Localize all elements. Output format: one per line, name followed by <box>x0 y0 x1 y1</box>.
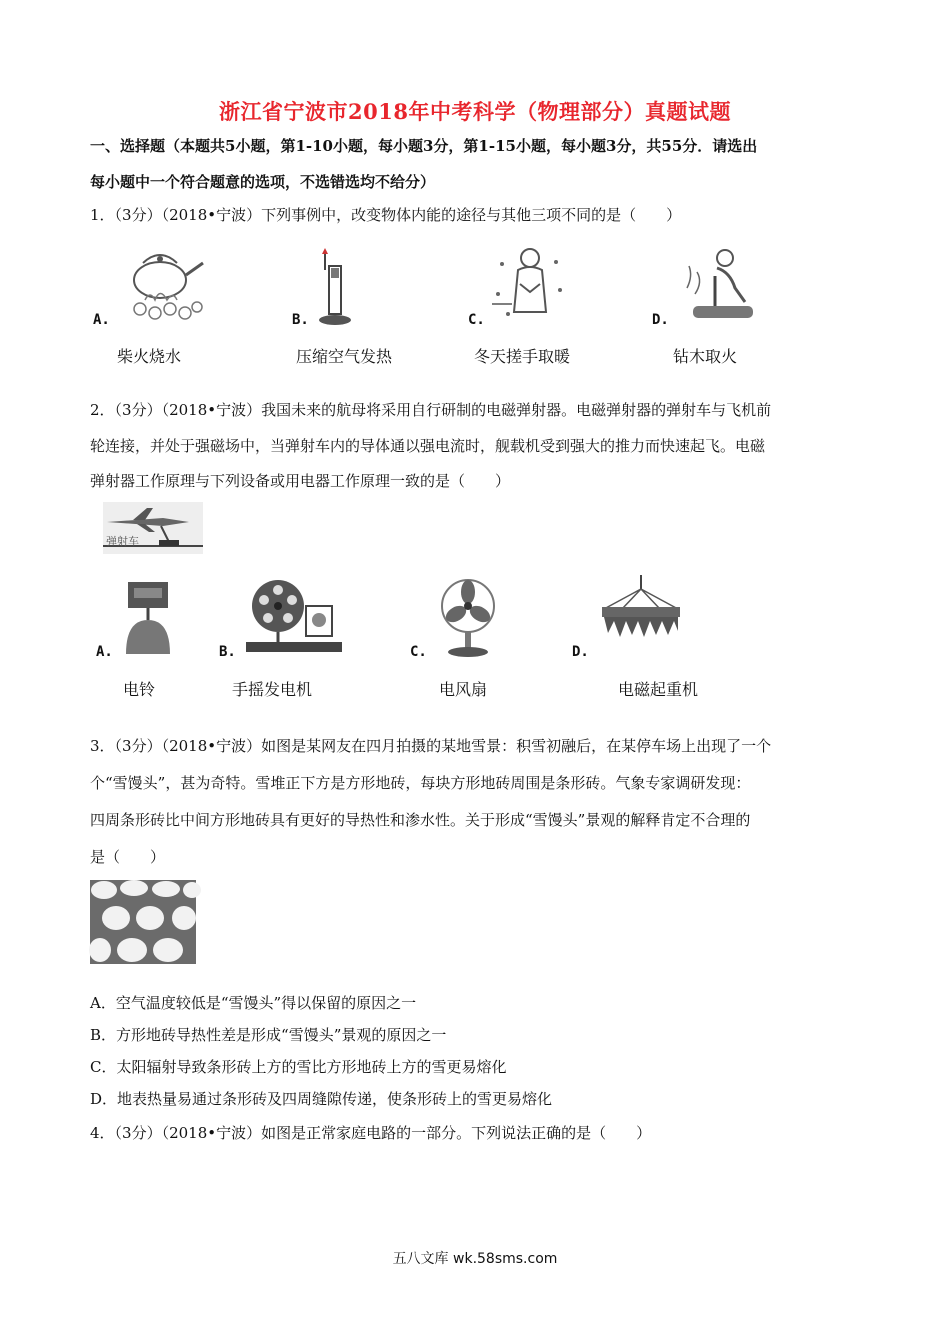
catapult-car-label: 弹射车 <box>106 535 139 548</box>
question-4-stem: 4．（3分）（2018•宁波）如图是正常家庭电路的一部分。下列说法正确的是（ ） <box>90 1124 652 1142</box>
electric-fan-image <box>436 578 500 658</box>
q1-option-d-letter: D. <box>652 312 669 328</box>
section-header-line-2: 每小题中一个符合题意的选项，不选错选均不给分） <box>90 173 436 191</box>
question-3-line-4: 是（ ） <box>90 848 166 866</box>
q3-option-a: A．空气温度较低是“雪馒头”得以保留的原因之一 <box>90 994 417 1012</box>
footer-watermark: 五八文库 wk.58sms.com <box>392 1251 558 1267</box>
electromagnetic-crane-image <box>598 575 684 645</box>
drilling-wood-fire-image <box>675 246 765 326</box>
q2-option-c-caption: 电风扇 <box>439 680 488 699</box>
air-pump-image <box>315 248 355 328</box>
q3-option-c: C．太阳辐射导致条形砖上方的雪比方形地砖上方的雪更易熔化 <box>90 1058 507 1076</box>
page-title: 浙江省宁波市2018年中考科学（物理部分）真题试题 <box>219 99 731 124</box>
hand-crank-generator-image <box>240 576 345 658</box>
q2-option-a-letter: A. <box>96 644 113 660</box>
q2-option-d-caption: 电磁起重机 <box>618 680 699 699</box>
kettle-on-fire-image <box>115 245 215 325</box>
q1-option-c-caption: 冬天搓手取暖 <box>474 347 571 366</box>
q1-option-b-caption: 压缩空气发热 <box>296 347 393 366</box>
question-2-line-2: 轮连接，并处于强磁场中，当弹射车内的导体通以强电流时，舰载机受到强大的推力而快速起飞。电磁 <box>90 437 766 455</box>
q1-option-a-caption: 柴火烧水 <box>117 347 182 366</box>
q2-option-b-letter: B. <box>219 644 236 660</box>
rubbing-hands-image <box>490 244 570 324</box>
section-header-line-1: 一、选择题（本题共5小题，第1-10小题，每小题3分，第1-15小题，每小题3分，共55分．请选出 <box>90 137 758 155</box>
question-3-line-1: 3．（3分）（2018•宁波）如图是某网友在四月拍摄的某地雪景：积雪初融后，在某停车场上出现了一个 <box>90 737 772 755</box>
q3-option-b: B．方形地砖导热性差是形成“雪馒头”景观的原因之一 <box>90 1026 447 1044</box>
q1-option-d-caption: 钻木取火 <box>673 347 738 366</box>
question-2-line-1: 2．（3分）（2018•宁波）我国未来的航母将采用自行研制的电磁弹射器。电磁弹射器的弹射车与飞机前 <box>90 401 772 419</box>
q2-option-c-letter: C. <box>410 644 427 660</box>
question-2-line-3: 弹射器工作原理与下列设备或用电器工作原理一致的是（ ） <box>90 472 511 490</box>
q1-option-a-letter: A. <box>93 312 110 328</box>
q2-option-a-caption: 电铃 <box>123 680 156 699</box>
q3-option-d: D．地表热量易通过条形砖及四周缝隙传递，使条形砖上的雪更易熔化 <box>90 1090 553 1108</box>
q1-option-b-letter: B. <box>292 312 309 328</box>
electric-bell-image <box>120 582 176 656</box>
question-3-line-2: 个“雪馒头”，甚为奇特。雪堆正下方是方形地砖，每块方形地砖周围是条形砖。气象专家调研发现： <box>90 774 751 792</box>
question-3-line-3: 四周条形砖比中间方形地砖具有更好的导热性和渗水性。关于形成“雪馒头”景观的解释肯定不合理的 <box>90 811 751 829</box>
snow-mounds-photo <box>90 880 196 964</box>
q2-option-d-letter: D. <box>572 644 589 660</box>
q2-option-b-caption: 手摇发电机 <box>232 680 313 699</box>
q1-option-c-letter: C. <box>468 312 485 328</box>
question-1-stem: 1．（3分）（2018•宁波）下列事例中，改变物体内能的途径与其他三项不同的是（ ） <box>90 206 682 224</box>
